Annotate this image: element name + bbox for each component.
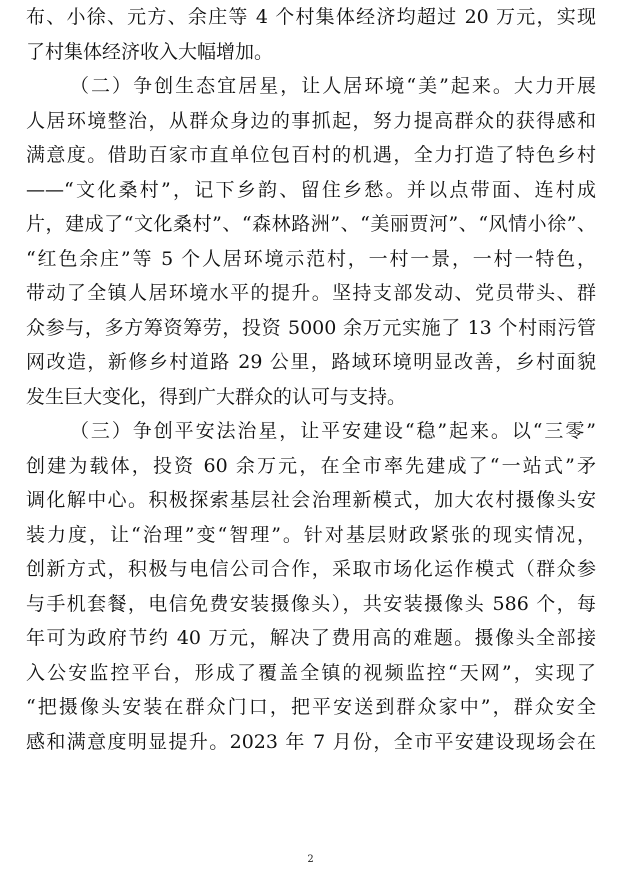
paragraph-2 bbox=[26, 69, 596, 414]
text-line: 布、小徐、元方、余庄等 4 个村集体经济均超过 20 万元，实现 bbox=[26, 6, 596, 28]
text-line: ——“文化桑村”，记下乡韵、留住乡愁。并以点带面、连村成 bbox=[26, 178, 596, 201]
text-line: 众参与，多方筹资筹劳，投资 5000 余万元实施了 13 个村雨污管 bbox=[26, 316, 596, 339]
text-line: 年可为政府节约 40 万元，解决了费用高的难题。摄像头全部接 bbox=[26, 627, 596, 649]
text-line: 与手机套餐，电信免费安装摄像头），共安装摄像头 586 个，每 bbox=[26, 592, 596, 615]
text-line: 入公安监控平台，形成了覆盖全镇的视频监控“天网”，实现了 bbox=[26, 661, 596, 684]
text-line: “把摄像头安装在群众门口，把平安送到群众家中”，群众安全 bbox=[26, 696, 596, 718]
page-number: 2 bbox=[307, 854, 314, 865]
text-line: 装力度，让“治理”变“智理”。针对基层财政紧张的现实情况， bbox=[26, 523, 596, 546]
text-line: 片，建成了“文化桑村”、“森林路洲”、“美丽贾河”、“风情小徐”、 bbox=[26, 213, 596, 235]
text-line: 网改造，新修乡村道路 29 公里，路域环境明显改善，乡村面貌 bbox=[26, 351, 596, 373]
text-line: （二）争创生态宜居星，让人居环境“美”起来。大力开展 bbox=[70, 75, 596, 97]
paragraph-3 bbox=[26, 414, 596, 759]
text-line: 发生巨大变化，得到广大群众的认可与支持。 bbox=[26, 385, 407, 408]
text-line: 了村集体经济收入大幅增加。 bbox=[26, 40, 274, 63]
text-line: 带动了全镇人居环境水平的提升。坚持支部发动、党员带头、群 bbox=[26, 282, 596, 304]
paragraph-1 bbox=[26, 0, 596, 69]
text-line: 创新方式，积极与电信公司合作，采取市场化运作模式（群众参 bbox=[26, 558, 596, 580]
text-line: 感和满意度明显提升。2023 年 7 月份，全市平安建设现场会在 bbox=[26, 730, 596, 753]
text-line: 满意度。借助百家市直单位包百村的机遇，全力打造了特色乡村 bbox=[26, 144, 596, 166]
text-line: 调化解中心。积极探索基层社会治理新模式，加大农村摄像头安 bbox=[26, 489, 596, 511]
text-line: 创建为载体，投资 60 余万元，在全市率先建成了“一站式”矛 bbox=[26, 454, 596, 477]
text-line: 人居环境整治，从群众身边的事抓起，努力提高群众的获得感和 bbox=[26, 109, 596, 132]
text-line: （三）争创平安法治星，让平安建设“稳”起来。以“三零” bbox=[70, 420, 596, 442]
document-page bbox=[26, 0, 596, 759]
text-line: “红色余庄”等 5 个人居环境示范村，一村一景，一村一特色， bbox=[26, 247, 596, 270]
